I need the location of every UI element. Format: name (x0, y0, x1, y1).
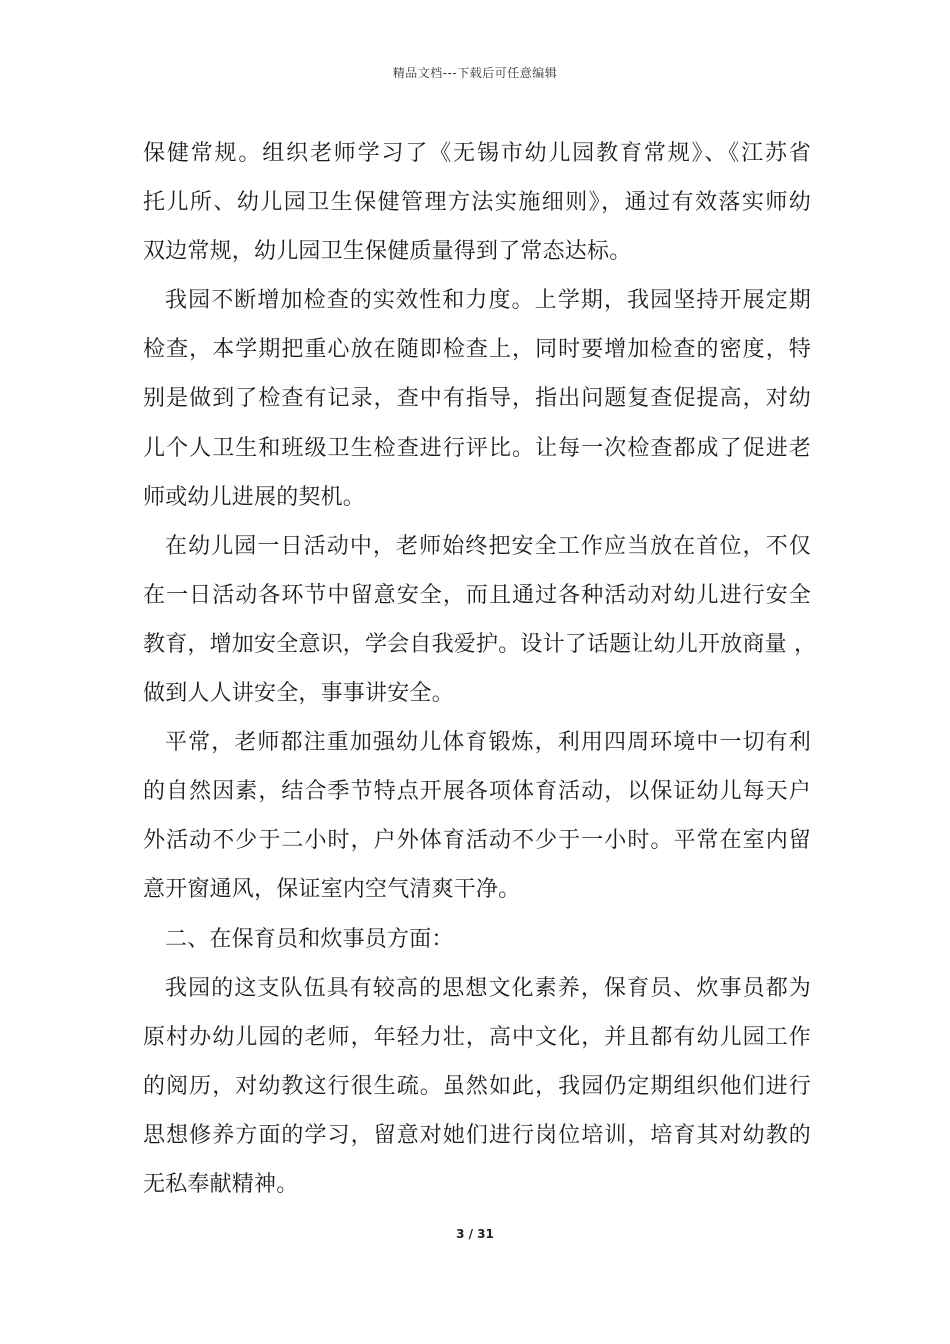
text-line: 平常，老师都注重加强幼儿体育锻炼，利用四周环境中一切有利 (165, 730, 811, 756)
page-number: 3 / 31 (456, 1227, 494, 1241)
text-line: 外活动不少于二小时，户外体育活动不少于一小时。平常在室内留 (143, 828, 811, 854)
text-line: 原村办幼儿园的老师，年轻力壮，高中文化，并且都有幼儿园工作 (143, 1024, 811, 1050)
text-line: 检查，本学期把重心放在随即检查上，同时要增加检查的密度，特 (143, 337, 811, 363)
text-line: 儿个人卫生和班级卫生检查进行评比。让每一次检查都成了促进老 (143, 435, 811, 461)
text-line: 在一日活动各环节中留意安全，而且通过各种活动对幼儿进行安全 (143, 582, 811, 608)
text-line: 别是做到了检查有记录，查中有指导，指出问题复查促提高，对幼 (143, 386, 811, 412)
text-line: 保健常规。组织老师学习了《无锡市幼儿园教育常规》、《江苏省 (143, 141, 811, 166)
document-body (143, 129, 817, 1209)
text-line: 思想修养方面的学习，留意对她们进行岗位培训，培育其对幼教的 (143, 1122, 811, 1148)
text-line: 意开窗通风，保证室内空气清爽干净。 (143, 877, 521, 903)
text-line: 在幼儿园一日活动中，老师始终把安全工作应当放在首位，不仅 (165, 533, 811, 559)
text-line: 无私奉献精神。 (143, 1171, 299, 1197)
text-line: 师或幼儿进展的契机。 (143, 484, 366, 510)
text-line: 我园不断增加检查的实效性和力度。上学期，我园坚持开展定期 (165, 288, 811, 314)
text-line: 双边常规，幼儿园卫生保健质量得到了常态达标。 (143, 239, 632, 265)
text-line: 托儿所、幼儿园卫生保健管理方法实施细则》，通过有效落实师幼 (143, 190, 811, 216)
text-line: 我园的这支队伍具有较高的思想文化素养，保育员、炊事员都为 (165, 975, 811, 1001)
page-header: 精品文档---下载后可任意编辑 (392, 66, 558, 80)
text-line: 做到人人讲安全，事事讲安全。 (143, 681, 454, 707)
section-heading: 二、在保育员和炊事员方面： (165, 926, 454, 952)
text-line: 的阅历，对幼教这行很生疏。虽然如此，我园仍定期组织他们进行 (143, 1073, 811, 1099)
text-line: 的自然因素，结合季节特点开展各项体育活动，以保证幼儿每天户 (143, 779, 811, 805)
text-line: 教育，增加安全意识，学会自我爱护。设计了话题让幼儿开放商量 ， (143, 631, 817, 657)
